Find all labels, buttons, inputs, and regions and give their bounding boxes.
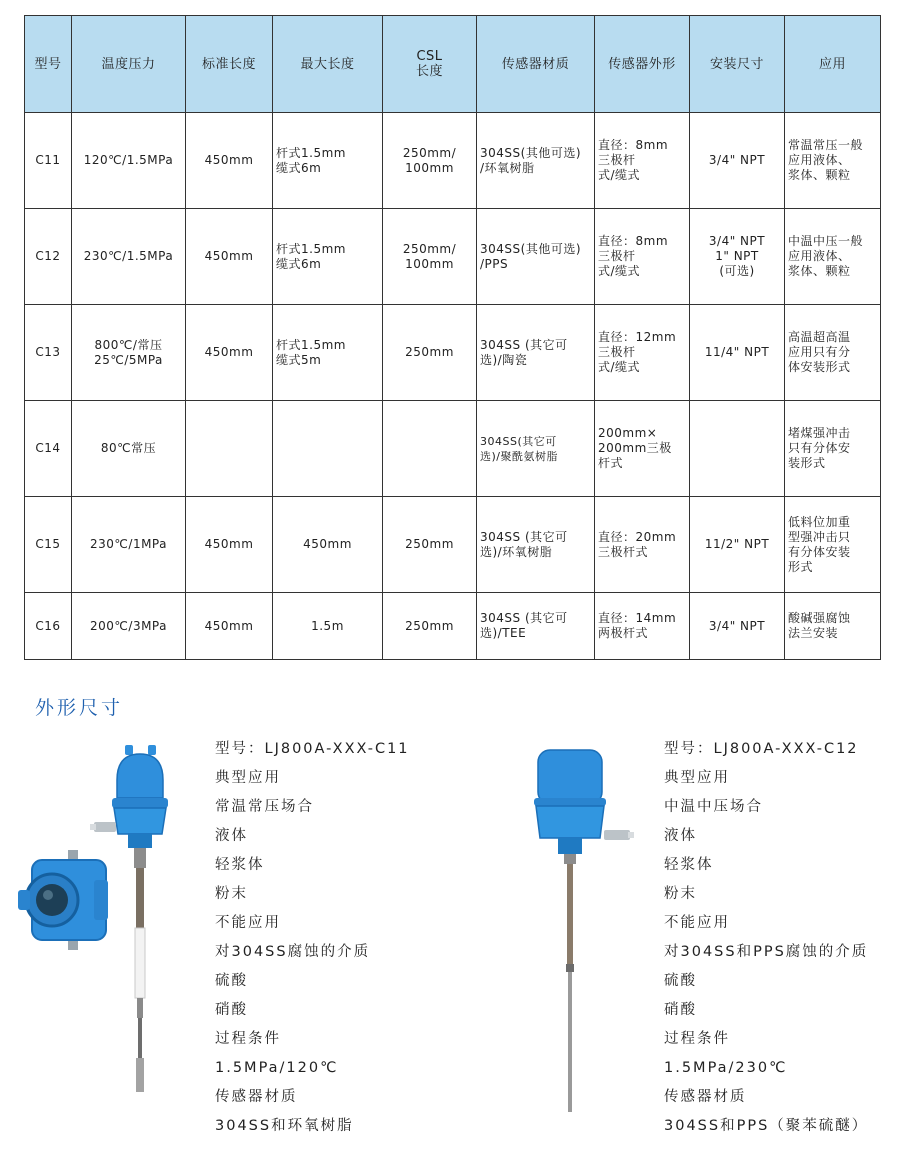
cell-sensor-material: 304SS (其它可 选)/环氧树脂	[477, 497, 595, 593]
probe-head-icon	[534, 750, 634, 854]
table-row	[25, 497, 881, 593]
spec-line: 液体	[664, 828, 697, 844]
header-application: 应用	[785, 16, 881, 113]
spec-line: 1.5MPa/230℃	[664, 1060, 788, 1076]
cell-application: 低料位加重 型强冲击只 有分体安装 形式	[785, 497, 881, 593]
cell-standard-length: 450mm	[186, 497, 273, 593]
spec-line: 传感器材质	[215, 1089, 298, 1105]
spec-line: 硫酸	[664, 973, 697, 989]
header-standard-length: 标准长度	[186, 16, 273, 113]
cell-max-length	[273, 401, 383, 497]
cell-max-length: 杆式1.5mm 缆式5m	[273, 305, 383, 401]
cell-sensor-shape: 直径：14mm 两极杆式	[595, 593, 690, 660]
cell-sensor-shape: 直径：8mm 三极杆 式/缆式	[595, 113, 690, 209]
spec-line: 常温常压场合	[215, 799, 314, 815]
table-header-row	[25, 16, 881, 113]
cell-csl-length: 250mm	[383, 305, 477, 401]
spec-line: 型号：LJ800A-XXX-C12	[664, 741, 859, 757]
spec-table	[24, 15, 881, 660]
cell-standard-length: 450mm	[186, 113, 273, 209]
spec-line: 不能应用	[215, 915, 281, 931]
cell-standard-length	[186, 401, 273, 497]
cell-application: 堵煤强冲击 只有分体安 装形式	[785, 401, 881, 497]
spec-line: 过程条件	[664, 1031, 730, 1047]
cell-application: 酸碱强腐蚀 法兰安装	[785, 593, 881, 660]
cell-sensor-material: 304SS (其它可 选)/TEE	[477, 593, 595, 660]
cell-mount-size: 3/4" NPT	[690, 593, 785, 660]
cell-model: C11	[25, 113, 72, 209]
cell-sensor-material: 304SS(其他可选) /环氧树脂	[477, 113, 595, 209]
cell-sensor-material: 304SS(其它可 选)/聚酰氨树脂	[477, 401, 595, 497]
spec-line: 对304SS腐蚀的介质	[215, 944, 371, 960]
cell-mount-size: 11/4" NPT	[690, 305, 785, 401]
spec-line: 轻浆体	[215, 857, 265, 873]
header-mount-size: 安装尺寸	[690, 16, 785, 113]
spec-line: 硝酸	[215, 1002, 248, 1018]
cell-mount-size	[690, 401, 785, 497]
cell-csl-length: 250mm	[383, 593, 477, 660]
remote-housing-icon	[18, 850, 108, 950]
cell-csl-length	[383, 401, 477, 497]
probe-head-icon	[90, 745, 168, 848]
cell-mount-size: 3/4" NPT 1" NPT (可选)	[690, 209, 785, 305]
cell-csl-length: 250mm/ 100mm	[383, 209, 477, 305]
spec-line: 粉末	[215, 886, 248, 902]
header-max-length: 最大长度	[273, 16, 383, 113]
spec-line: 液体	[215, 828, 248, 844]
cell-max-length: 杆式1.5mm 缆式6m	[273, 113, 383, 209]
cell-temp-pressure: 120℃/1.5MPa	[72, 113, 186, 209]
spec-line: 硫酸	[215, 973, 248, 989]
cell-csl-length: 250mm/ 100mm	[383, 113, 477, 209]
header-temp-pressure: 温度压力	[72, 16, 186, 113]
cell-csl-length: 250mm	[383, 497, 477, 593]
cell-temp-pressure: 800℃/常压 25℃/5MPa	[72, 305, 186, 401]
cell-model: C16	[25, 593, 72, 660]
product-b-specs	[664, 735, 868, 1141]
table-row	[25, 401, 881, 497]
spec-line: 不能应用	[664, 915, 730, 931]
table-row	[25, 593, 881, 660]
cell-sensor-material: 304SS (其它可 选)/陶瓷	[477, 305, 595, 401]
table-row	[25, 113, 881, 209]
header-csl-length: CSL 长度	[383, 16, 477, 113]
cell-sensor-shape: 200mm× 200mm三极 杆式	[595, 401, 690, 497]
cell-application: 中温中压一般 应用液体、 浆体、颗粒	[785, 209, 881, 305]
cell-model: C13	[25, 305, 72, 401]
cell-max-length: 1.5m	[273, 593, 383, 660]
cell-model: C12	[25, 209, 72, 305]
probe-rod-icon	[564, 854, 576, 1112]
cell-application: 常温常压一般 应用液体、 浆体、颗粒	[785, 113, 881, 209]
table-row	[25, 209, 881, 305]
cell-sensor-shape: 直径：8mm 三极杆 式/缆式	[595, 209, 690, 305]
spec-line: 过程条件	[215, 1031, 281, 1047]
spec-line: 典型应用	[215, 770, 281, 786]
cell-model: C14	[25, 401, 72, 497]
cell-sensor-shape: 直径：12mm 三极杆 式/缆式	[595, 305, 690, 401]
spec-line: 304SS和PPS（聚苯硫醚）	[664, 1118, 869, 1134]
cell-temp-pressure: 200℃/3MPa	[72, 593, 186, 660]
cell-standard-length: 450mm	[186, 305, 273, 401]
product-a-image	[10, 740, 180, 1110]
cell-temp-pressure: 80℃常压	[72, 401, 186, 497]
spec-line: 1.5MPa/120℃	[215, 1060, 339, 1076]
cell-sensor-material: 304SS(其他可选) /PPS	[477, 209, 595, 305]
probe-rod-icon	[134, 848, 146, 1092]
header-model: 型号	[25, 16, 72, 113]
table-row	[25, 305, 881, 401]
cell-mount-size: 11/2" NPT	[690, 497, 785, 593]
spec-line: 中温中压场合	[664, 799, 763, 815]
cell-application: 高温超高温 应用只有分 体安装形式	[785, 305, 881, 401]
cell-mount-size: 3/4" NPT	[690, 113, 785, 209]
spec-line: 典型应用	[664, 770, 730, 786]
cell-sensor-shape: 直径：20mm 三极杆式	[595, 497, 690, 593]
cell-max-length: 450mm	[273, 497, 383, 593]
spec-line: 传感器材质	[664, 1089, 747, 1105]
spec-line: 硝酸	[664, 1002, 697, 1018]
cell-standard-length: 450mm	[186, 593, 273, 660]
product-b-image	[520, 740, 640, 1120]
cell-max-length: 杆式1.5mm 缆式6m	[273, 209, 383, 305]
section-title: 外形尺寸	[35, 697, 124, 719]
spec-line: 型号：LJ800A-XXX-C11	[215, 741, 410, 757]
spec-line: 对304SS和PPS腐蚀的介质	[664, 944, 869, 960]
header-sensor-material: 传感器材质	[477, 16, 595, 113]
cell-temp-pressure: 230℃/1.5MPa	[72, 209, 186, 305]
spec-line: 粉末	[664, 886, 697, 902]
spec-line: 304SS和环氧树脂	[215, 1118, 354, 1134]
cell-standard-length: 450mm	[186, 209, 273, 305]
header-sensor-shape: 传感器外形	[595, 16, 690, 113]
product-a-specs	[215, 735, 410, 1141]
cell-model: C15	[25, 497, 72, 593]
spec-line: 轻浆体	[664, 857, 714, 873]
cell-temp-pressure: 230℃/1MPa	[72, 497, 186, 593]
